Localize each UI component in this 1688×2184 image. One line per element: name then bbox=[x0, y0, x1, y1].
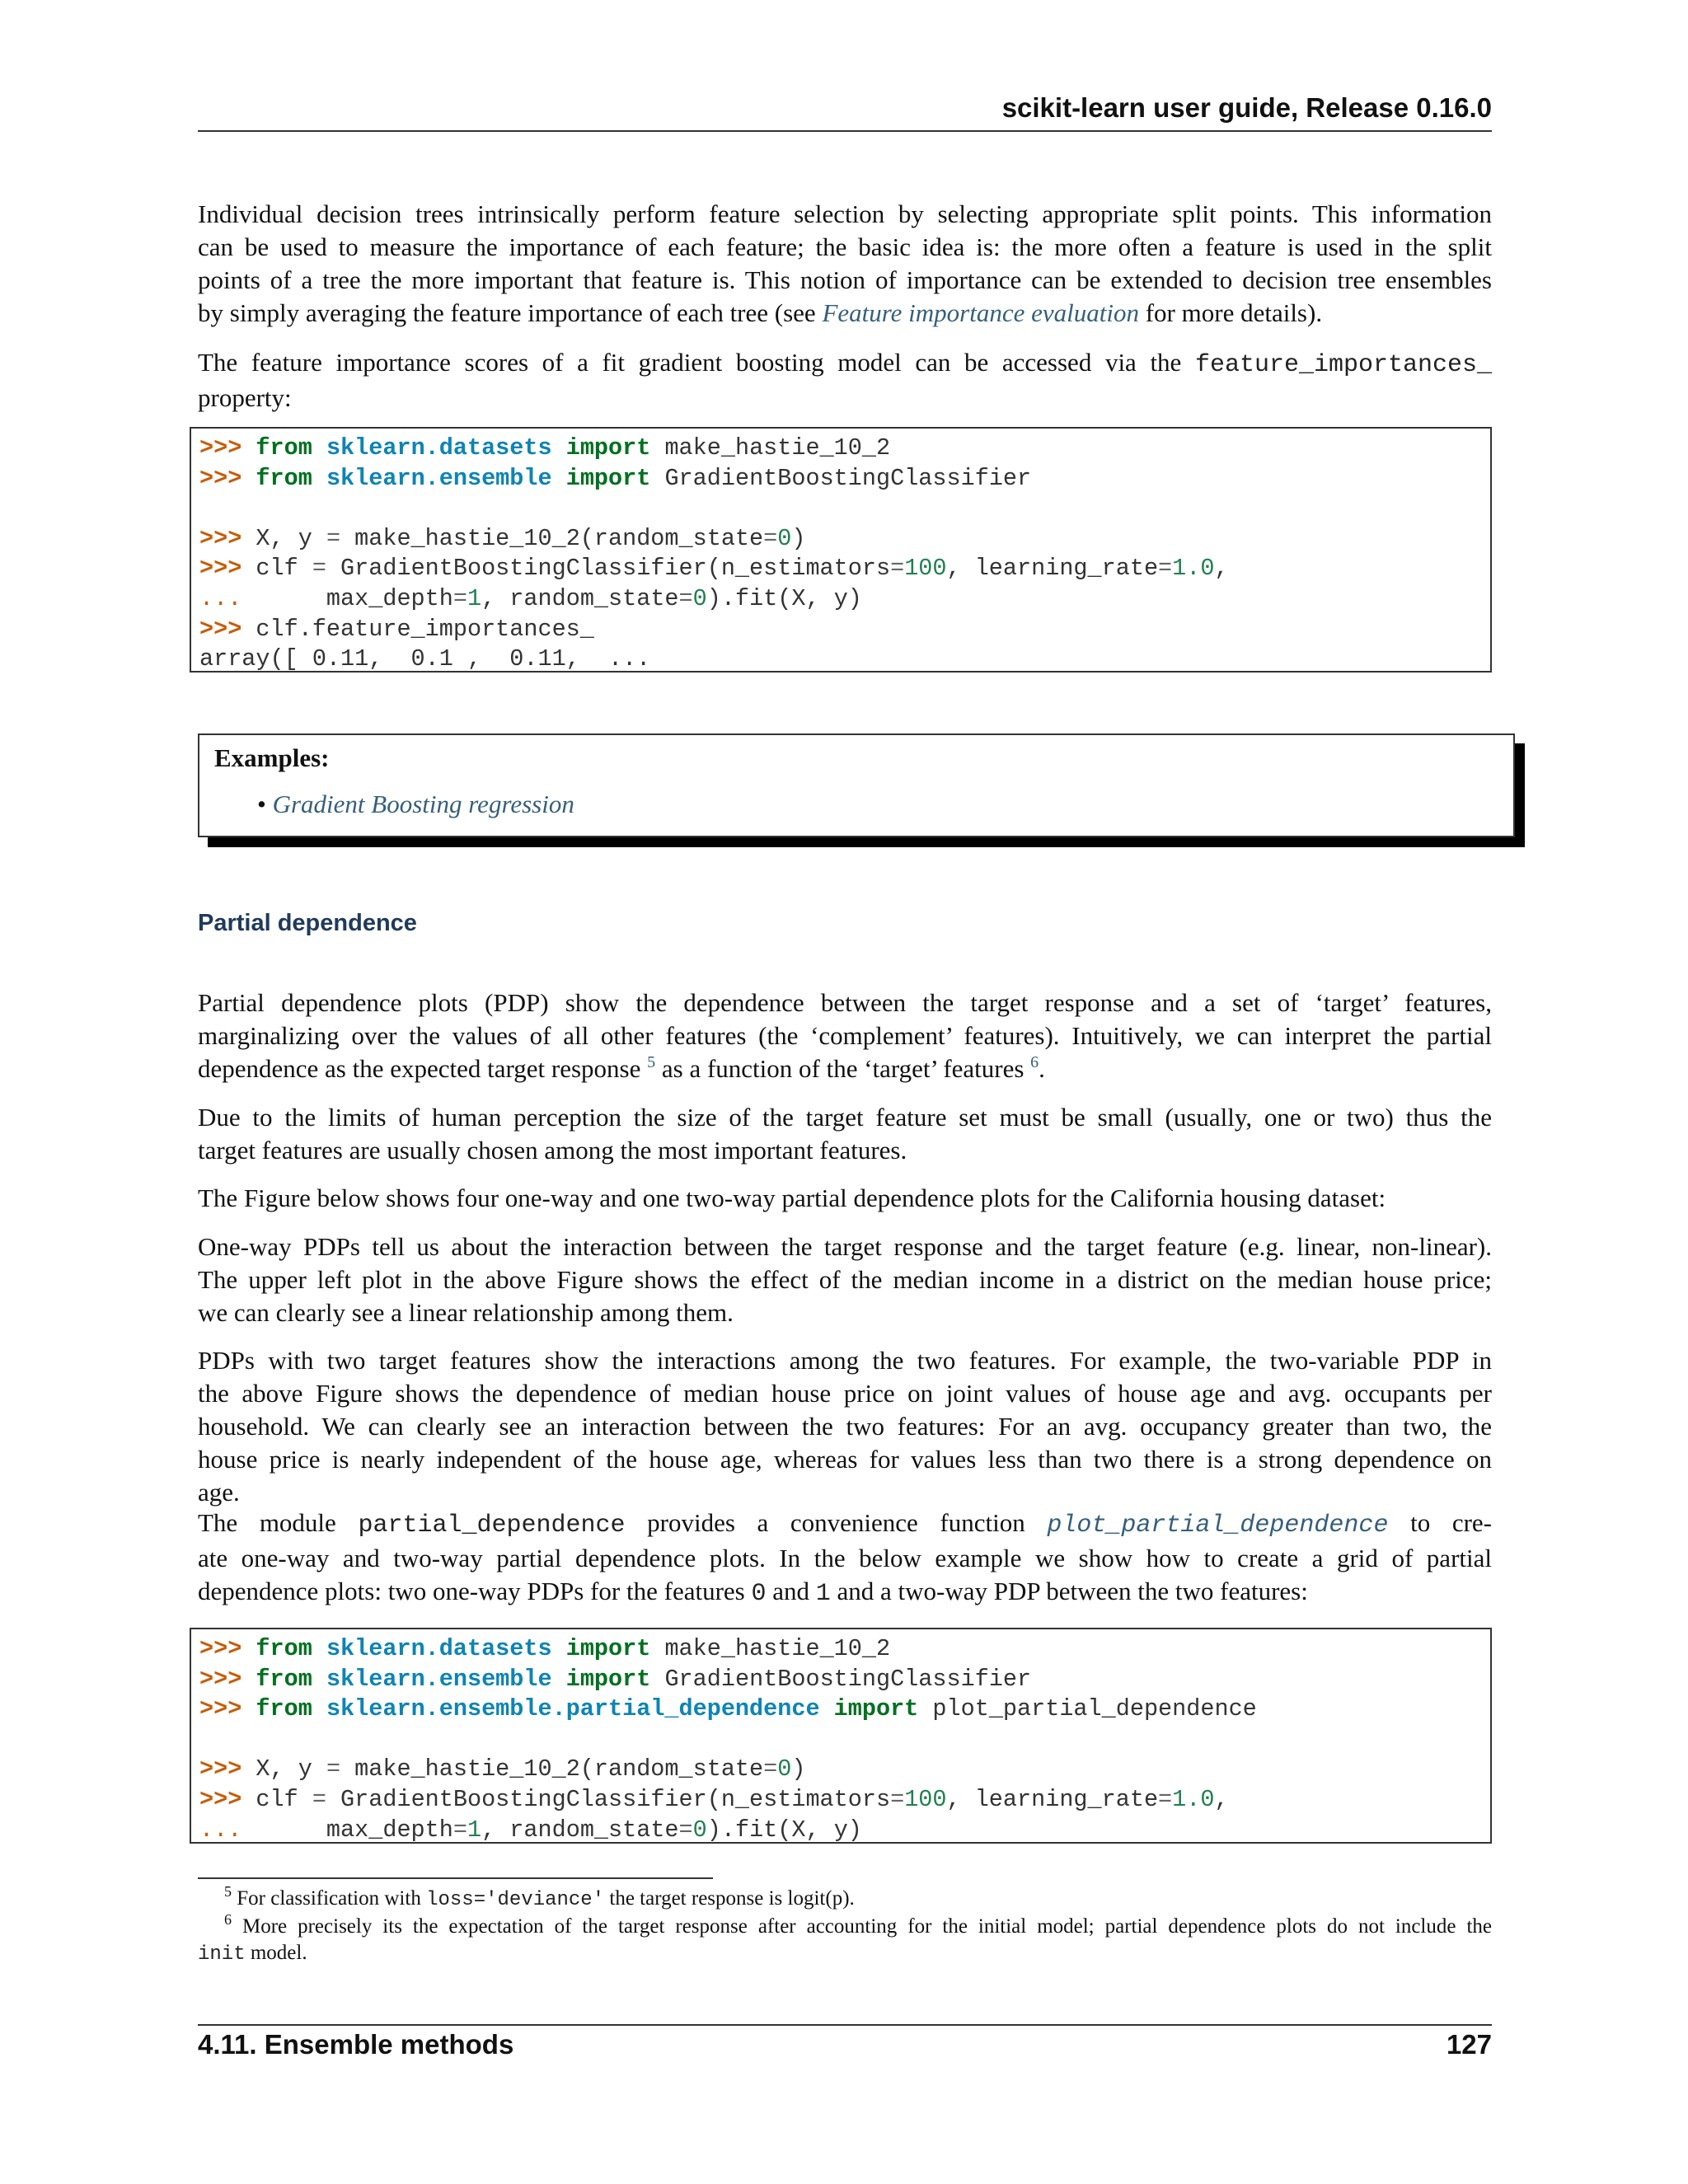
code-text: X, y bbox=[256, 1755, 326, 1783]
section-heading: Partial dependence bbox=[198, 910, 417, 936]
code-line-blank bbox=[199, 494, 1482, 524]
operator: = bbox=[890, 555, 905, 583]
inline-code: loss='deviance' bbox=[426, 1889, 605, 1911]
code-block-feature-importances bbox=[190, 427, 1492, 673]
inline-code: init bbox=[198, 1943, 246, 1966]
text-span: provides a convenience function bbox=[625, 1508, 1048, 1537]
text-span: The module bbox=[198, 1508, 359, 1537]
code-text: , bbox=[1214, 555, 1229, 583]
text-line: household. We can clearly see an interaction between the two features: For an avg. occupancy greater than two, the bbox=[198, 1412, 1492, 1441]
number: 1.0 bbox=[1172, 555, 1215, 583]
text-span: for more details). bbox=[1138, 298, 1323, 327]
operator: = bbox=[678, 584, 693, 612]
paragraph-feature-importances bbox=[198, 346, 1492, 415]
code-text: GradientBoostingClassifier bbox=[664, 464, 1032, 492]
footnote-divider bbox=[198, 1877, 713, 1879]
code-text: , learning_rate bbox=[946, 1785, 1159, 1813]
code-output: array([ 0.11, 0.1 , 0.11, ... bbox=[199, 645, 651, 673]
text-span: by simply averaging the feature importance of each tree (see bbox=[198, 298, 823, 327]
code-text: ).fit(X, y) bbox=[706, 1816, 862, 1844]
number: 0 bbox=[692, 1816, 707, 1844]
text-span: as a function of the ‘target’ features bbox=[655, 1054, 1031, 1083]
footnote-line bbox=[198, 1911, 1492, 1940]
text-line: One-way PDPs tell us about the interaction between the target response and the target feature (e.g. linear, non-linear). bbox=[198, 1232, 1492, 1261]
text-line: house price is nearly independent of the house age, whereas for values less than two there is a strong dependence on bbox=[198, 1445, 1492, 1474]
code-output-line bbox=[199, 644, 1482, 675]
text-line: target features are usually chosen among the most important features. bbox=[198, 1136, 907, 1165]
keyword: import bbox=[833, 1695, 919, 1723]
text-span: dependence plots: two one-way PDPs for the features bbox=[198, 1577, 752, 1605]
page-header bbox=[198, 89, 1492, 132]
text-line: can be used to measure the importance of each feature; the basic idea is: the more often a feature is used in the split bbox=[198, 232, 1492, 261]
bullet: • bbox=[257, 790, 266, 818]
text-line bbox=[198, 346, 1492, 382]
code-text: max_depth bbox=[256, 1816, 453, 1844]
text-line: property: bbox=[198, 383, 292, 412]
number: 1.0 bbox=[1172, 1785, 1215, 1813]
number: 0 bbox=[692, 584, 707, 612]
text-span: model. bbox=[245, 1942, 307, 1964]
code-line bbox=[199, 615, 1482, 645]
text-line: we can clearly see a linear relationship among them. bbox=[198, 1298, 734, 1327]
operator: = bbox=[890, 1785, 905, 1813]
prompt: >>> bbox=[199, 1755, 242, 1783]
text-line: The Figure below shows four one-way and one two-way partial dependence plots for the California housing dataset: bbox=[198, 1183, 1386, 1212]
keyword: import bbox=[565, 464, 651, 492]
text-span: the target response is logit(p). bbox=[604, 1887, 855, 1910]
examples-box bbox=[198, 733, 1515, 837]
code-line bbox=[199, 524, 1482, 555]
examples-list-item bbox=[257, 790, 574, 819]
text-line bbox=[198, 1507, 1492, 1542]
keyword: from bbox=[256, 434, 312, 462]
inline-code: feature_importances_ bbox=[1194, 351, 1492, 379]
prompt: >>> bbox=[199, 615, 242, 643]
operator: = bbox=[312, 1785, 326, 1813]
page-footer-rule bbox=[198, 2024, 1492, 2026]
keyword: import bbox=[565, 1635, 651, 1662]
code-text: make_hastie_10_2 bbox=[664, 434, 891, 462]
continuation-prompt: ... bbox=[199, 1816, 242, 1844]
inline-code: partial_dependence bbox=[358, 1511, 626, 1540]
footnote-number: 6 bbox=[224, 1911, 232, 1928]
text-line: marginalizing over the values of all other features (the ‘complement’ features). Intuitively, we can interpret the partial bbox=[198, 1021, 1492, 1050]
operator: = bbox=[763, 524, 778, 552]
code-text: make_hastie_10_2 bbox=[664, 1635, 891, 1662]
code-text: ) bbox=[791, 524, 806, 552]
prompt: >>> bbox=[199, 1785, 242, 1813]
text-line: age. bbox=[198, 1478, 240, 1507]
code-text: clf bbox=[256, 1785, 312, 1813]
text-line: points of a tree the more important that feature is. This notion of importance can be extended to decision tree ensembles bbox=[198, 265, 1492, 294]
code-line bbox=[199, 1665, 1482, 1695]
operator: = bbox=[312, 555, 326, 583]
paragraph-feature-selection bbox=[198, 198, 1492, 330]
code-text: ) bbox=[791, 1755, 806, 1783]
keyword: import bbox=[565, 1665, 651, 1693]
paragraph-perception-limits bbox=[198, 1101, 1492, 1167]
paragraph-partial-dependence-module bbox=[198, 1507, 1492, 1610]
inline-code: 1 bbox=[815, 1580, 831, 1608]
footnote-6 bbox=[198, 1911, 1492, 1968]
module-name: sklearn.datasets bbox=[326, 1635, 552, 1662]
code-block-partial-dependence bbox=[190, 1628, 1492, 1844]
code-line bbox=[199, 1694, 1482, 1725]
text-line: Partial dependence plots (PDP) show the dependence between the target response and a set of ‘target’ features, bbox=[198, 988, 1492, 1017]
text-span: to cre- bbox=[1388, 1508, 1492, 1537]
code-text: , bbox=[1214, 1785, 1229, 1813]
number: 100 bbox=[904, 1785, 947, 1813]
code-line bbox=[199, 584, 1482, 615]
feature-importance-evaluation-link[interactable]: Feature importance evaluation bbox=[822, 298, 1139, 327]
code-line bbox=[199, 1816, 1482, 1846]
code-text: make_hastie_10_2(random_state bbox=[340, 1755, 764, 1783]
prompt: >>> bbox=[199, 464, 242, 492]
module-name: sklearn.datasets bbox=[326, 434, 552, 462]
code-line-blank bbox=[199, 1725, 1482, 1755]
code-text: , learning_rate bbox=[946, 555, 1159, 583]
code-text: GradientBoostingClassifier(n_estimators bbox=[326, 555, 891, 583]
text-line: PDPs with two target features show the interactions among the two features. For example, the two-variable PDP in bbox=[198, 1346, 1492, 1375]
code-text: clf bbox=[256, 555, 312, 583]
code-text: , random_state bbox=[481, 584, 679, 612]
text-line bbox=[198, 297, 1492, 330]
operator: = bbox=[326, 1755, 341, 1783]
code-text: ).fit(X, y) bbox=[706, 584, 862, 612]
code-text: GradientBoostingClassifier(n_estimators bbox=[326, 1785, 891, 1813]
text-line: Due to the limits of human perception the size of the target feature set must be small (usually, one or two) thus the bbox=[198, 1103, 1492, 1132]
footer-section-title: 4.11. Ensemble methods bbox=[198, 2029, 514, 2060]
keyword: from bbox=[256, 1665, 312, 1693]
code-line bbox=[199, 1634, 1482, 1665]
text-span: . bbox=[1039, 1054, 1045, 1083]
footnote-5 bbox=[198, 1883, 1492, 1914]
plot-partial-dependence-link[interactable]: plot_partial_dependence bbox=[1047, 1511, 1389, 1540]
text-span: For classification with bbox=[232, 1887, 427, 1910]
text-span: The feature importance scores of a fit gradient boosting model can be accessed via the bbox=[198, 348, 1195, 377]
footnote-number: 5 bbox=[224, 1883, 232, 1900]
text-span: More precisely its the expectation of the target response after accounting for the initial model; partial dependence plots do not include the bbox=[232, 1915, 1492, 1938]
keyword: import bbox=[565, 434, 651, 462]
module-name: sklearn.ensemble.partial_dependence bbox=[326, 1695, 820, 1723]
code-text: , random_state bbox=[481, 1816, 679, 1844]
text-line bbox=[198, 1575, 1492, 1610]
text-span: dependence as the expected target response bbox=[198, 1054, 648, 1083]
code-text: plot_partial_dependence bbox=[932, 1695, 1257, 1723]
operator: = bbox=[326, 524, 341, 552]
keyword: from bbox=[256, 464, 312, 492]
footnote-line bbox=[198, 1883, 1492, 1914]
footnote-ref-6[interactable]: 6 bbox=[1030, 1053, 1039, 1071]
paragraph-one-way-pdp bbox=[198, 1230, 1492, 1329]
keyword: from bbox=[256, 1635, 312, 1662]
number: 0 bbox=[777, 1755, 792, 1783]
prompt: >>> bbox=[199, 434, 242, 462]
operator: = bbox=[452, 1816, 467, 1844]
code-line bbox=[199, 464, 1482, 494]
header-title: scikit-learn user guide, Release 0.16.0 bbox=[1001, 92, 1492, 123]
examples-title: Examples: bbox=[214, 743, 330, 772]
code-line bbox=[199, 554, 1482, 584]
operator: = bbox=[1158, 1785, 1173, 1813]
prompt: >>> bbox=[199, 1635, 242, 1662]
number: 1 bbox=[467, 1816, 482, 1844]
code-line bbox=[199, 1785, 1482, 1816]
code-text: GradientBoostingClassifier bbox=[664, 1665, 1032, 1693]
gradient-boosting-regression-link[interactable]: Gradient Boosting regression bbox=[272, 790, 574, 818]
text-line: Individual decision trees intrinsically perform feature selection by selecting appropriate split points. This information bbox=[198, 199, 1492, 228]
footnote-ref-5[interactable]: 5 bbox=[647, 1053, 656, 1071]
code-text: make_hastie_10_2(random_state bbox=[340, 524, 764, 552]
paragraph-partial-dependence-intro bbox=[198, 987, 1492, 1085]
continuation-prompt: ... bbox=[199, 584, 242, 612]
operator: = bbox=[763, 1755, 778, 1783]
prompt: >>> bbox=[199, 1665, 242, 1693]
code-text: clf.feature_importances_ bbox=[256, 615, 594, 643]
number: 100 bbox=[904, 555, 947, 583]
keyword: from bbox=[256, 1695, 312, 1723]
inline-code: 0 bbox=[751, 1580, 767, 1608]
footnote-line bbox=[198, 1940, 1492, 1968]
prompt: >>> bbox=[199, 1695, 242, 1723]
operator: = bbox=[452, 584, 467, 612]
operator: = bbox=[1158, 555, 1173, 583]
code-line bbox=[199, 1755, 1482, 1785]
code-line bbox=[199, 434, 1482, 464]
module-name: sklearn.ensemble bbox=[326, 1665, 552, 1693]
page-number: 127 bbox=[1446, 2029, 1492, 2060]
text-line bbox=[198, 1052, 1492, 1085]
operator: = bbox=[678, 1816, 693, 1844]
code-text: max_depth bbox=[256, 584, 453, 612]
paragraph-figure-description bbox=[198, 1182, 1492, 1215]
paragraph-two-way-pdp bbox=[198, 1344, 1492, 1509]
text-line: the above Figure shows the dependence of median house price on joint values of house age and avg. occupants per bbox=[198, 1379, 1492, 1408]
code-text: X, y bbox=[256, 524, 326, 552]
text-line: The upper left plot in the above Figure shows the effect of the median income in a district on the median house price; bbox=[198, 1265, 1492, 1294]
prompt: >>> bbox=[199, 524, 242, 552]
text-span: and bbox=[766, 1577, 816, 1605]
number: 0 bbox=[777, 524, 792, 552]
text-line: ate one-way and two-way partial dependence plots. In the below example we show how to create a grid of partial bbox=[198, 1544, 1492, 1572]
module-name: sklearn.ensemble bbox=[326, 464, 552, 492]
text-span: and a two-way PDP between the two features: bbox=[830, 1577, 1308, 1605]
prompt: >>> bbox=[199, 555, 242, 583]
number: 1 bbox=[467, 584, 482, 612]
